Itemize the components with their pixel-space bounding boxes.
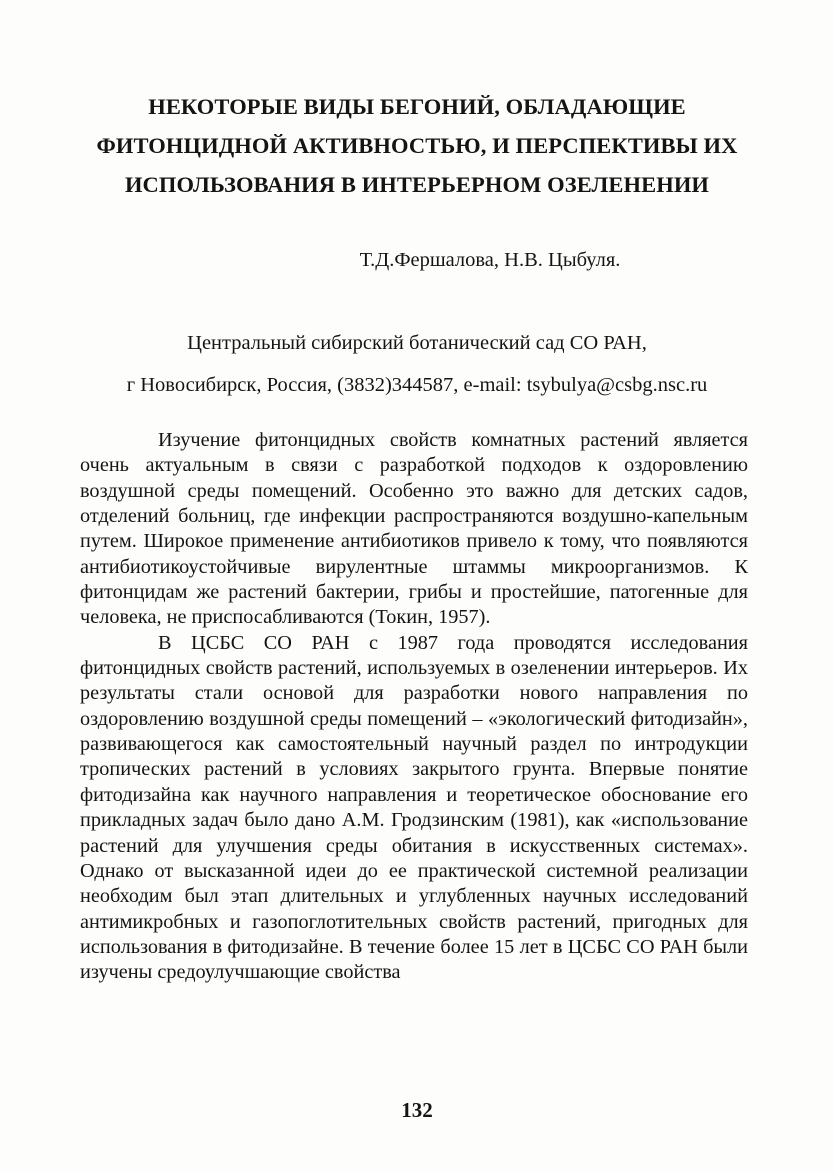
paragraph: Изучение фитонцидных свойств комнатных растений является очень актуальным в связи с разработкой подходов к оздоровлению воздушной среды помещений. Особенно это важно для детских садов, отделений больниц, где инфекции распространяются воздушно-капельным путем. Широкое применение антибиотиков привело к тому, что появляются антибиотикоустойчивые вирулентные штаммы микроорганизмов. К фитонцидам же растений бактерии, грибы и простейшие, патогенные для человека, не приспосабливаются (Токин, 1957).: [80, 429, 748, 629]
page-number: 132: [401, 1098, 433, 1122]
affiliation-line: Центральный сибирский ботанический сад СО РАН,: [187, 332, 647, 354]
authors: [0, 247, 834, 273]
title-line: НЕКОТОРЫЕ ВИДЫ БЕГОНИЙ, ОБЛАДАЮЩИЕ: [148, 94, 686, 119]
title-line: ИСПОЛЬЗОВАНИЯ В ИНТЕРЬЕРНОМ ОЗЕЛЕНЕНИИ: [124, 172, 710, 197]
article-title: [60, 87, 774, 204]
paragraph: В ЦСБС СО РАН с 1987 года проводятся исследования фитонцидных свойств растений, используемых в озеленении интерьеров. Их результаты стали основой для разработки нового направления по оздоровлению воздушной среды помещений – «экологический фитодизайн», развивающегося как самостоятельный научный раздел по интродукции тропических растений в условиях закрытого грунта. Впервые понятие фитодизайна как научного направления и теоретическое обоснование его прикладных задач было дано А.М. Гродзинским (1981), как «использование растений для улучшения среды обитания в искусственных системах». Однако от высказанной идеи до ее практической системной реализации необходим был этап длительных и углубленных научных исследований антимикробных и газопоглотительных свойств растений, пригодных для использования в фитодизайне. В течение более 15 лет в ЦСБС СО РАН были изучены средоулучшающие свойства: [80, 631, 748, 984]
body-text: [80, 428, 748, 986]
title-line: ФИТОНЦИДНОЙ АКТИВНОСТЬЮ, И ПЕРСПЕКТИВЫ ИХ: [96, 133, 738, 158]
authors-text: Т.Д.Фершалова, Н.В. Цыбуля.: [359, 249, 621, 271]
affiliation-line: г Новосибирск, Россия, (3832)344587, e-mail: tsybulya@csbg.nsc.ru: [126, 374, 708, 396]
affiliation: [0, 322, 834, 406]
